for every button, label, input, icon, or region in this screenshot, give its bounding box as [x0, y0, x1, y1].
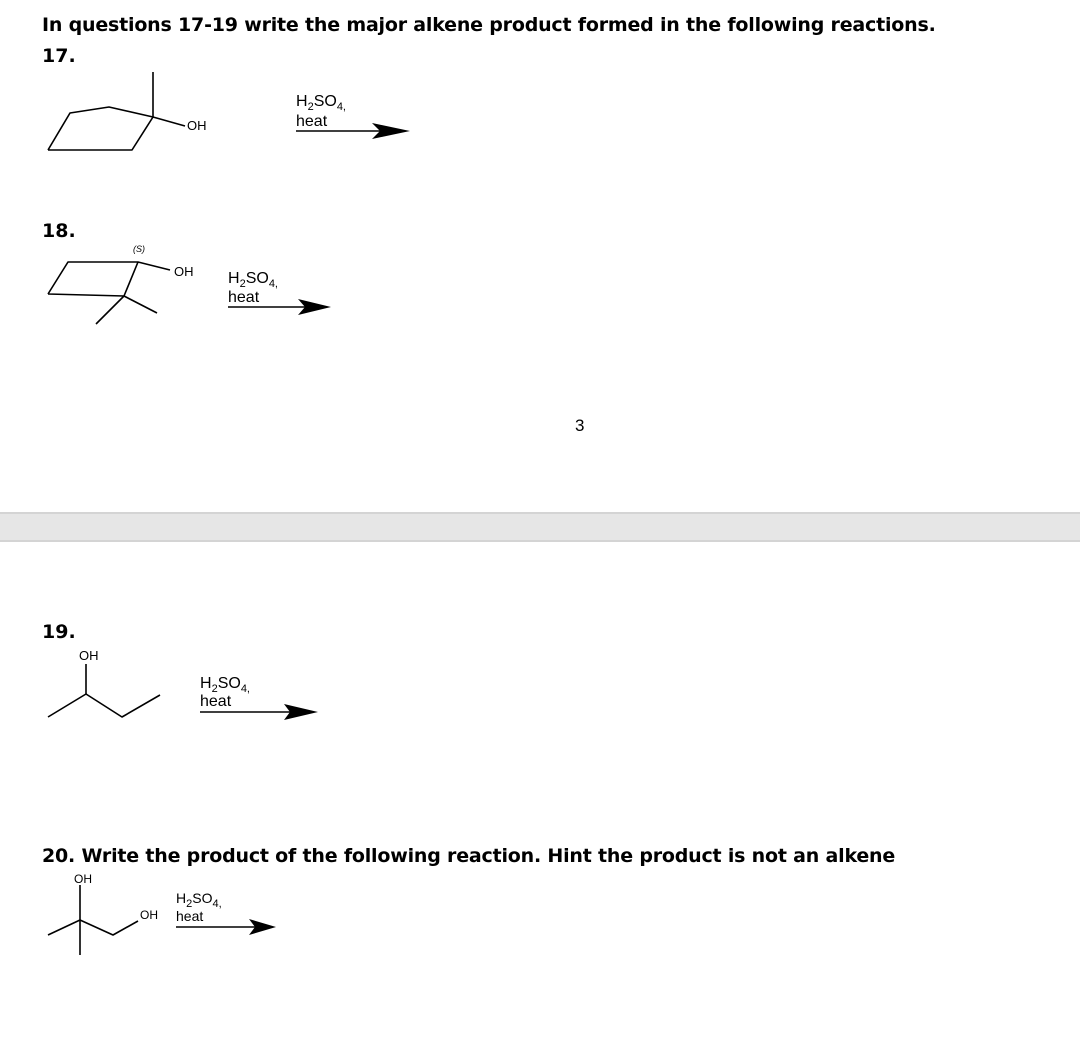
q19-reagent: $H_2SO_{4,}$	[200, 675, 250, 695]
question-19-number: 19.	[42, 621, 76, 643]
instructions-heading: In questions 17-19 write the major alkene product formed in the following reactions.	[42, 14, 936, 36]
carbon-chain	[80, 920, 138, 935]
q18-condition: heat	[228, 289, 260, 306]
q18-reagent: $H_2SO_{4,}$	[228, 270, 278, 290]
question-20-prompt: 20. Write the product of the following reaction. Hint the product is not an alkene	[42, 845, 896, 867]
cyclohexane-ring	[48, 262, 138, 296]
q18-oh-label: OH	[174, 264, 194, 279]
question-18-structure	[0, 0, 340, 340]
q19-oh-label: OH	[79, 648, 99, 663]
q19-condition: heat	[200, 693, 232, 710]
q17-condition: heat	[296, 113, 328, 130]
q20-condition: heat	[176, 908, 204, 924]
question-17-number: 17.	[42, 45, 76, 67]
q20-reagent: $H_2SO_{4,}$	[176, 890, 222, 910]
q17-reagent: $H_2SO_{4,}$	[296, 93, 346, 113]
page-separator	[0, 512, 1080, 542]
methyl-bond-1	[96, 296, 124, 324]
document-page-1	[0, 0, 1080, 512]
q18-stereo-label: (S)	[133, 244, 145, 254]
document-page-2	[0, 542, 1080, 1045]
page-number: 3	[575, 416, 585, 435]
methyl-bond	[48, 920, 80, 935]
q20-oh-top-label: OH	[74, 872, 92, 886]
question-18-number: 18.	[42, 220, 76, 242]
q20-oh-side-label: OH	[140, 908, 158, 922]
methyl-bond-2	[124, 296, 157, 313]
q17-oh-label: OH	[187, 118, 207, 133]
oh-bond	[138, 262, 170, 270]
